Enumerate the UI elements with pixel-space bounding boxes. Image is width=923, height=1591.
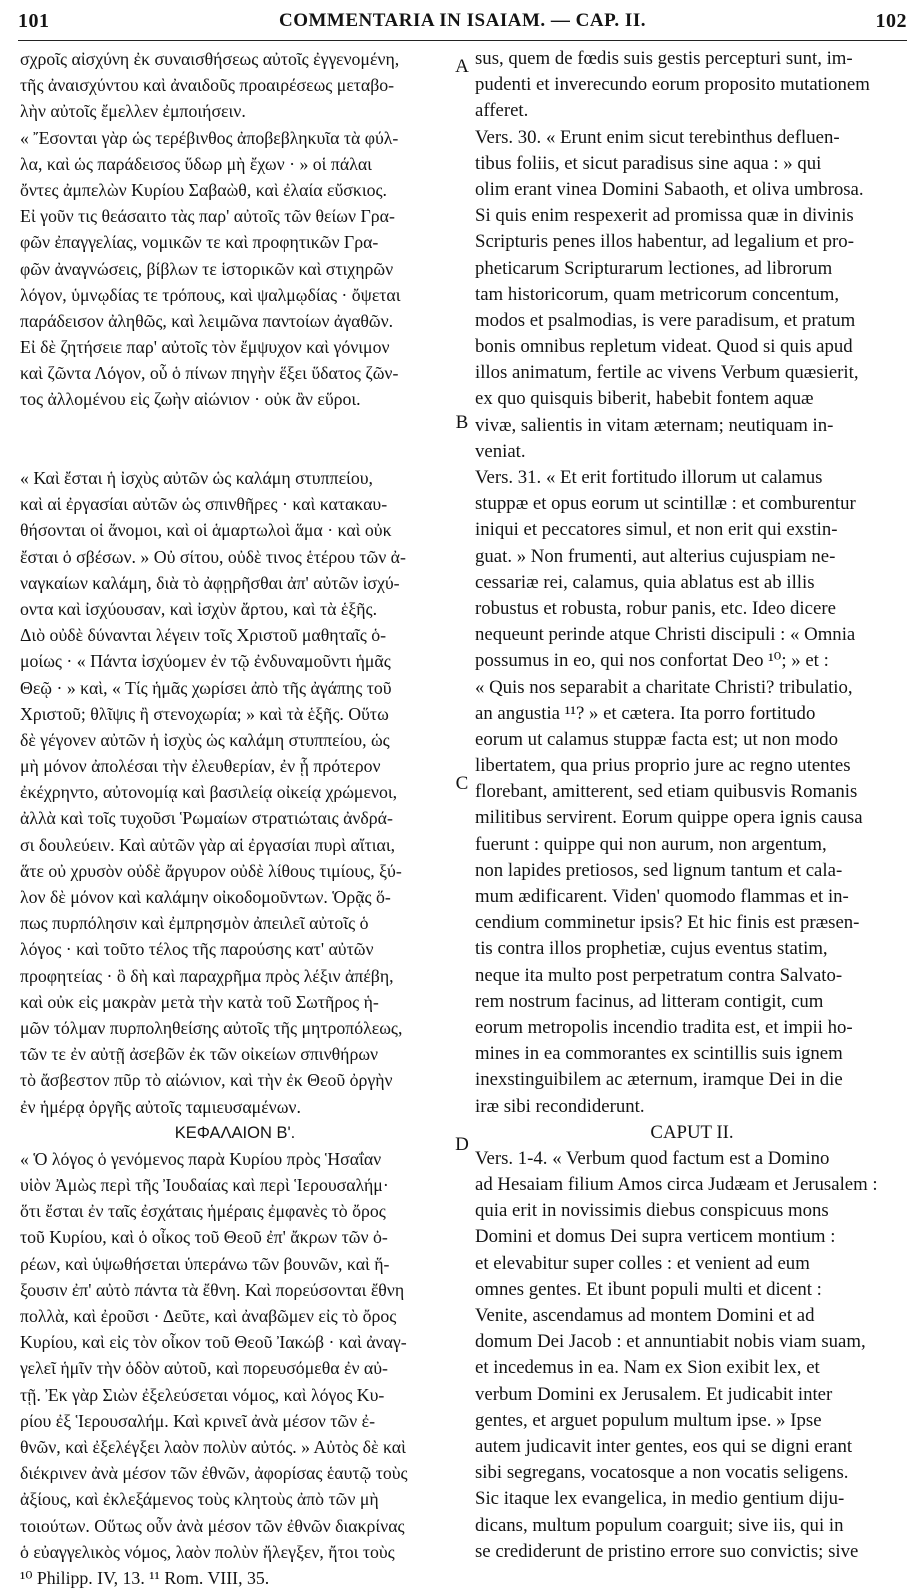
greek_column-line: πως πυρπόλησιν καὶ ἐμπρησμὸν ἀπειλεῖ αὐτοῖς ὁ [20, 913, 369, 934]
latin_column-line: non lapides pretiosos, sed lignum tantum et cala- [475, 859, 843, 881]
latin_column-line: tam historicorum, quam metricorum concentum, [475, 283, 840, 305]
greek_column-line: ἔσται ὁ σβέσων. » Οὐ σίτου, οὐδὲ τινος ἑτέρου τῶν ἀ- [20, 546, 406, 567]
latin_column-line: Vers. 31. « Et erit fortitudo illorum ut calamus [475, 467, 823, 488]
latin_column-line: gentes, et arguet populum multum ipse. » Ipse [475, 1409, 822, 1431]
latin_column-line: pudenti et inverecundo eorum proposito mutationem [475, 74, 870, 96]
greek_column-line: γελεῖ ἡμῖν τὴν ὁδὸν αὐτοῦ, καὶ πορευσόμεθα ἐν αὐ- [20, 1358, 388, 1379]
greek_column-line: λον δὲ μόνον καὶ καλάμην οἰκοδομοῦντων. Ὁρᾷς ὅ- [20, 887, 391, 907]
latin_column-line: cessariæ rei, calamus, quia ablatus est ab illis [475, 571, 815, 593]
greek_column-line: μῶν τόλμαν πυρποληθείσης αὐτοῖς τῆς μητροπόλεως, [20, 1017, 403, 1038]
greek_column-line [20, 413, 450, 439]
greek_column-line: σι δουλεύειν. Καὶ αὐτῶν γὰρ αἱ ἐργασίαι πυρὶ αἴτιαι, [20, 834, 396, 855]
greek_column-line: δὲ γέγονεν αὐτῶν ἡ ἰσχὺς ὡς καλάμη στυππείου, ὡς [20, 729, 390, 750]
latin_column-line: mum ædificarent. Viden' quomodo flammas et in- [475, 886, 849, 907]
latin_column-line: ad Hesaiam filium Amos circa Judæam et Jerusalem : [475, 1174, 878, 1196]
latin_column-line: Domini et domus Dei supra verticem montium : [475, 1226, 836, 1248]
latin_column-line: quia erit in novissimis diebus conspicuus mons [475, 1200, 829, 1222]
greek_column-line: Χριστοῦ; θλῖψις ἢ στενοχωρία; » καὶ τὰ ἑξῆς. Οὕτω [20, 703, 389, 724]
latin_column-line: tibus foliis, et sicut paradisus sine aqua : » qui [475, 152, 822, 174]
greek_column-line: ρίου ἐξ Ἱερουσαλήμ. Καὶ κρινεῖ ἀνὰ μέσον τῶν ἐ- [20, 1410, 375, 1431]
greek_column-line: ἐκέχρηντο, αὐτονομίᾳ καὶ βασιλείᾳ οἰκείᾳ χρώμενοι, [20, 782, 398, 803]
latin_column-line: « Quis nos separabit a charitate Christi? tribulatio, [475, 676, 853, 698]
latin_column-line: libertatem, qua prius proprio jure ac regno utentes [475, 755, 851, 777]
greek_column-line: πολλὰ, καὶ ἐροῦσι · Δεῦτε, καὶ ἀναβῶμεν εἰς τὸ ὄρος [20, 1306, 397, 1326]
greek_column-line: τος ἀλλομένου εἰς ζωὴν αἰώνιον · οὐκ ἂν εὕροι. [20, 389, 361, 410]
greek_column-line: φῶν ἀναγνώσεις, βίβλων τε ἱστορικῶν καὶ στιχηρῶν [20, 258, 394, 279]
latin_column-line: omnes gentes. Et ibunt populi multi et dicent : [475, 1278, 822, 1300]
latin_column-line: an angustia ¹¹? » et cætera. Ita porro fortitudo [475, 702, 816, 724]
page-number-left: 101 [18, 10, 50, 32]
latin_column-line: rem nostrum facinus, ad litteram contigit, cum [475, 990, 824, 1012]
greek_column-line: Κυρίου, καὶ εἰς τὸν οἶκον τοῦ Θεοῦ Ἰακώβ · καὶ ἀναγ- [20, 1332, 407, 1353]
section-mark-a: A [455, 56, 469, 77]
latin_column-line: iræ sibi recondiderunt. [475, 1095, 645, 1117]
greek_column-line [20, 439, 450, 465]
latin_column-line: dicans, multum populum coarguit; sive iis, qui in [475, 1514, 844, 1536]
greek_column-line: « Ὁ λόγος ὁ γενόμενος παρὰ Κυρίου πρὸς Ἡσαΐαν [20, 1148, 382, 1169]
greek_column-line: ΚΕΦΑΛΑΙΟΝ Β'. [174, 1123, 296, 1142]
latin_column-line: se crediderunt de pristino errore suo convictis; sive [475, 1540, 859, 1562]
latin_column-line: fuerunt : quippe qui non aurum, non argentum, [475, 833, 827, 855]
latin_column-line: et incedemus in ea. Nam ex Sion exibit lex, et [475, 1357, 820, 1379]
latin_column-line: nequeunt perinde atque Christi discipuli : « Omnia [475, 624, 856, 646]
greek_column-line: καὶ αἱ ἐργασίαι αὐτῶν ὡς σπινθῆρες · καὶ κατακαυ- [20, 494, 388, 515]
running-title: COMMENTARIA IN ISAIAM. — CAP. II. [279, 10, 646, 31]
greek_column-line: παράδεισον ἀληθῶς, καὶ λειμῶνα παντοίων ἀγαθῶν. [20, 310, 394, 331]
greek_column-line: τοιούτων. Οὕτως οὖν ἀνὰ μέσον τῶν ἐθνῶν διακρίνας [20, 1515, 405, 1536]
latin_column-line: mines in ea commorantes ex scintillis suis ignem [475, 1043, 843, 1065]
greek_column-line: λόγος · καὶ τοῦτο τέλος τῆς παρούσης κατ' αὐτῶν [20, 939, 374, 960]
latin_column-line: pheticarum Scripturarum lectiones, ad librorum [475, 257, 833, 279]
greek_column-line: λόγον, ὑμνῳδίας τε τρόπους, καὶ ψαλμῳδίας · ὄψεται [20, 284, 401, 305]
latin_column-line: veniat. [475, 440, 526, 462]
greek_column-line: ¹⁰ Philipp. IV, 13. ¹¹ Rom. VIII, 35. [20, 1567, 270, 1588]
greek_column-line: υἱὸν Ἀμὼς περὶ τῆς Ἰουδαίας καὶ περὶ Ἱερουσαλήμ· [20, 1175, 389, 1196]
latin_column-line: possumus in eo, qui nos confortat Deo ¹⁰; » et : [475, 650, 829, 672]
greek_column-line: θνῶν, καὶ ἐξελέγξει λαὸν πολὺν αὐτός. » Αὐτὸς δὲ καὶ [20, 1436, 406, 1457]
greek_column-line: ἀλλὰ καὶ τοῖς τυχοῦσι Ῥωμαίων στρατιώταις ἀνδρά- [20, 808, 393, 829]
latin_column-line: cendium comminetur ipsis? Et hic finis est præsen- [475, 912, 860, 934]
greek_column-line: τῶν τε ἐν αὐτῇ ἀσεβῶν ἐκ τῶν οἰκείων σπινθήρων [20, 1044, 379, 1065]
section-mark-d: D [455, 1134, 469, 1155]
latin_column-line: eorum ut calamus stuppæ facta est; ut non modo [475, 728, 839, 750]
greek_column-line: λὴν αὐτοῖς ἔμελλεν ἐμποιήσειν. [20, 101, 246, 122]
latin-column [475, 46, 909, 1565]
latin_column-line: sibi segregans, vocatosque a non vocatis seligens. [475, 1462, 849, 1484]
greek_column-line: προφητείας · ὃ δὴ καὶ παραχρῆμα πρὸς λέξιν ἀπέβη, [20, 965, 394, 986]
latin_column-line: ex quo quisquis biberit, habebit fontem aquæ [475, 388, 814, 410]
greek_column-line: ναγκαίων καλάμη, διὰ τὸ ἀφῃρῆσθαι ἀπ' αὐτῶν ἰσχύ- [20, 572, 400, 593]
latin_column-line: iniqui et peccatores simul, et non erit qui exstin- [475, 519, 838, 541]
latin_column-line: inexstinguibilem ac æternum, iramque Dei in die [475, 1069, 843, 1091]
latin_column-line: Sic itaque lex evangelica, in medio gentium diju- [475, 1488, 845, 1510]
greek_column-line: καὶ οὐκ εἰς μακρὰν μετὰ τὴν κατὰ τοῦ Σωτῆρος ἡ- [20, 991, 379, 1012]
header-rule [18, 40, 907, 41]
greek_column-line: λα, καὶ ὡς παράδεισος ὕδωρ μὴ ἔχων · » οἱ πάλαι [20, 153, 372, 174]
greek_column-line: Εἰ γοῦν τις θεάσαιτο τὰς παρ' αὐτοῖς τῶν θείων Γρα- [20, 206, 395, 227]
greek_column-line: ὁ εὐαγγελικὸς νόμος, λαὸν πολὺν ἤλεγξεν, ἤτοι τοὺς [20, 1541, 395, 1562]
latin_column-line: Vers. 1-4. « Verbum quod factum est a Domino [475, 1147, 830, 1169]
latin_column-line: florebant, amitterent, sed etiam quibusvis Romanis [475, 781, 858, 803]
latin_column-line: Vers. 30. « Erunt enim sicut terebinthus defluen- [475, 126, 840, 148]
greek_column-line: τῇ. Ἐκ γὰρ Σιὼν ἐξελεύσεται νόμος, καὶ λόγος Κυ- [20, 1384, 385, 1405]
greek_column-line: ἐν ἡμέρᾳ ὀργῆς αὐτοῖς ταμιευσαμένων. [20, 1096, 301, 1117]
greek_column-line: διέκρινεν ἀνὰ μέσον τῶν ἐθνῶν, ἀφορίσας ἑαυτῷ τοὺς [20, 1463, 408, 1484]
latin_column-line: Si quis enim respexerit ad promissa quæ in divinis [475, 205, 854, 227]
latin_column-line: vivæ, salientis in vitam æternam; neutiquam in- [475, 414, 834, 436]
greek_column-line: « Ἔσονται γὰρ ὡς τερέβινθος ἀποβεβληκυῖα τὰ φύλ- [20, 127, 399, 148]
greek_column-line: φῶν ἐπαγγελίας, νομικῶν τε καὶ προφητικῶν Γρα- [20, 232, 379, 253]
latin_column-line: sus, quem de fœdis suis gestis percepturi sunt, im- [475, 48, 853, 69]
latin_column-line: bonis omnibus repletum videat. Quod si quis apud [475, 336, 853, 358]
latin_column-line: olim erant vinea Domini Sabaoth, et oliva umbrosa. [475, 178, 864, 200]
greek_column-line: « Καὶ ἔσται ἡ ἰσχὺς αὐτῶν ὡς καλάμη στυππείου, [20, 468, 373, 488]
latin_column-line: neque ita multo post perpetratum contra Salvato- [475, 964, 843, 986]
latin_column-line: CAPUT II. [650, 1121, 734, 1143]
greek_column-line: μοίως · « Πάντα ἰσχύομεν ἐν τῷ ἐνδυναμοῦντι ἡμᾶς [20, 651, 391, 672]
latin_column-line: guat. » Non frumenti, aut alterius cujuspiam ne- [475, 545, 836, 567]
greek_column-line: ἅτε οὐ χρυσὸν οὐδὲ ἄργυρον οὐδὲ λίθους τιμίους, ξύ- [20, 860, 402, 881]
greek_column-line: μὴ μόνον ἀπολέσαι τὴν ἐλευθερίαν, ἐν ᾗ πρότερον [20, 756, 381, 777]
latin_column-line: Venite, ascendamus ad montem Domini et ad [475, 1305, 815, 1326]
greek-column [20, 46, 450, 1591]
greek_column-line: καὶ ζῶντα Λόγον, οὗ ὁ πίνων πηγὴν ἕξει ὕδατος ζῶν- [20, 363, 399, 384]
latin_column-line: verbum Domini ex Jerusalem. Et judicabit inter [475, 1383, 833, 1405]
latin_column-line: domum Dei Jacob : et annuntiabit nobis viam suam, [475, 1331, 866, 1353]
section-mark-c: C [455, 773, 469, 794]
greek_column-line: θήσονται οἱ ἄνομοι, καὶ οἱ ἁμαρτωλοὶ ἅμα · καὶ οὐκ [20, 520, 392, 541]
latin_column-line: stuppæ et opus eorum ut scintillæ : et comburentur [475, 493, 856, 515]
greek_column-line: ἀξίους, καὶ ἐκλεξάμενος τοὺς κλητοὺς ἀπὸ τῶν μὴ [20, 1489, 379, 1510]
latin_column-line: robustus et robusta, robur panis, etc. Ideo dicere [475, 597, 836, 619]
latin_column-line: et elevabitur super colles : et venient ad eum [475, 1252, 810, 1274]
greek_column-line: τὸ ἄσβεστον πῦρ τὸ αἰώνιον, καὶ τὴν ἐκ Θεοῦ ὀργὴν [20, 1070, 393, 1091]
latin_column-line: illos animatum, fertile ac vivens Verbum quæsierit, [475, 362, 859, 384]
greek_column-line: Εἰ δὲ ζητήσειε παρ' αὐτοῖς τὸν ἔμψυχον καὶ γόνιμον [20, 337, 390, 358]
greek_column-line: Διὸ οὐδὲ δύνανται λέγειν τοῖς Χριστοῦ μαθηταῖς ὁ- [20, 625, 387, 646]
running-head [18, 10, 907, 40]
greek_column-line: οντα καὶ ἰσχύουσαν, καὶ ἰσχὺν ἄρτου, καὶ τὰ ἑξῆς. [20, 598, 378, 619]
greek_column-line: ὄντες ἀμπελὼν Κυρίου Σαβαὼθ, καὶ ἐλαία εὔσκιος. [20, 179, 387, 200]
latin_column-line: Scripturis penes illos habentur, ad legalium et pro- [475, 231, 854, 253]
greek_column-line: ὅτι ἔσται ἐν ταῖς ἐσχάταις ἡμέραις ἐμφανὲς τὸ ὄρος [20, 1201, 386, 1222]
page-number-right: 102 [875, 10, 907, 32]
greek_column-line: τῆς ἀναισχύντου καὶ ἀναιδοῦς προαιρέσεως μεταβο- [20, 75, 395, 96]
latin_column-line: militibus servirent. Eorum quippe opera ignis causa [475, 807, 863, 829]
greek_column-line: σχροῖς αἰσχύνη ἐκ συναισθήσεως αὐτοῖς ἐγγενομένη, [20, 49, 400, 69]
section-mark-b: B [455, 412, 469, 433]
latin_column-line: modos et psalmodias, is vere paradisum, et pratum [475, 309, 856, 331]
greek_column-line: ρέων, καὶ ὑψωθήσεται ὑπεράνω τῶν βουνῶν, καὶ ἥ- [20, 1253, 390, 1274]
latin_column-line: eorum metropolis incendio tradita est, et impii ho- [475, 1016, 853, 1038]
greek_column-line: ξουσιν ἐπ' αὐτὸ πάντα τὰ ἔθνη. Καὶ πορεύσονται ἔθνη [20, 1279, 405, 1300]
greek_column-line: τοῦ Κυρίου, καὶ ὁ οἶκος τοῦ Θεοῦ ἐπ' ἄκρων τῶν ὀ- [20, 1227, 388, 1248]
greek_column-line: Θεῷ · » καὶ, « Τίς ἡμᾶς χωρίσει ἀπὸ τῆς ἀγάπης τοῦ [20, 677, 392, 698]
latin_column-line: autem judicavit inter gentes, eos qui se digni erant [475, 1435, 853, 1457]
latin_column-line: afferet. [475, 100, 529, 122]
latin_column-line: tis contra illos prophetiæ, cujus eventus statim, [475, 938, 828, 960]
